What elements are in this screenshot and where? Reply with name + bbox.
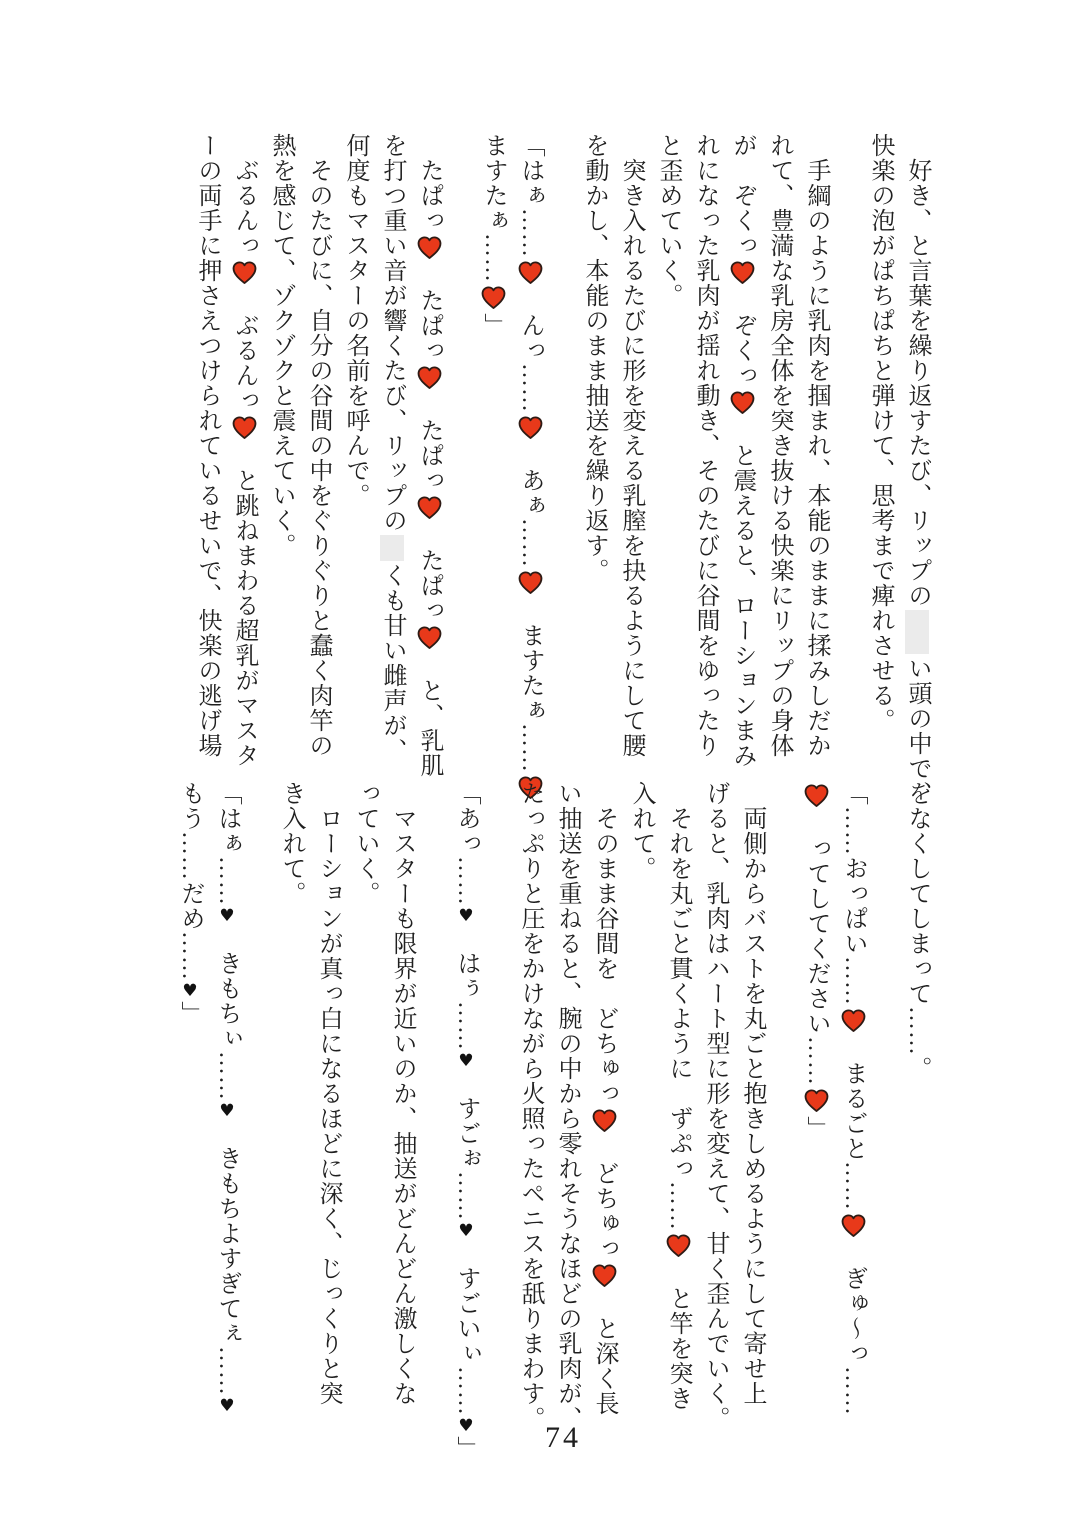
- text-line: ってしてください…… 」: [797, 781, 834, 1441]
- bottom-text-band: [171, 781, 935, 1466]
- text-line: 「はぁ……♥ きもちぃ……♥ きもちよすぎてぇ……♥: [214, 781, 240, 1416]
- black-heart-icon: ♥: [456, 1221, 476, 1241]
- censor-box: [380, 535, 404, 561]
- red-heart-icon: [729, 390, 756, 415]
- text-line: たっぷりと圧をかけながら火照ったペニスを舐りまわす。: [517, 781, 543, 1431]
- text-line: ますたぁ…… 」: [480, 133, 506, 338]
- red-heart-icon: [231, 260, 258, 285]
- red-heart-icon: [231, 415, 258, 440]
- red-heart-icon: [416, 495, 443, 520]
- text-line: 快楽の泡がぱちぱちと弾けて、思考まで痺れさせる。: [867, 133, 893, 733]
- text-line: 「あっ……♥ はぅ……♥ すごぉ……♥ すごいぃ……♥」: [453, 781, 479, 1461]
- red-heart-icon: [517, 415, 544, 440]
- black-heart-icon: ♥: [217, 1101, 237, 1121]
- text-line: 入れて。: [628, 781, 654, 881]
- text-line: そのまま谷間を どちゅっ どちゅっ と深く長: [591, 806, 617, 1416]
- red-heart-icon: [665, 1233, 692, 1258]
- text-line: い抽送を重ねると、腕の中から零れそうなほどの乳肉が、: [554, 781, 580, 1431]
- text-line: 両側からバストを丸ごと抱きしめるようにして寄せ上: [739, 806, 765, 1406]
- red-heart-icon: [480, 285, 507, 310]
- text-line: と歪めていく。: [655, 133, 681, 308]
- text-line: そのたびに、自分の谷間の中をぐりぐりと蠢く肉竿の: [305, 158, 331, 758]
- text-line: 手綱のように乳肉を掴まれ、本能のままに揉みしだか: [803, 158, 829, 758]
- text-line: それを丸ごと貫くように ずぷっ…… と竿を突き: [665, 806, 691, 1411]
- text-line: 熱を感じて、ゾクゾクと震えていく。: [268, 133, 294, 558]
- text-line: マスターも限界が近いのか、抽送がどんどん激しくな: [389, 806, 415, 1406]
- text-line: 好き、と言葉を繰り返すたび、リップのい頭の中で、: [904, 158, 930, 806]
- red-heart-icon: [803, 1088, 830, 1113]
- red-heart-icon: [840, 1008, 867, 1033]
- red-heart-icon: [416, 365, 443, 390]
- red-heart-icon: [591, 1108, 618, 1133]
- text-line: げると、乳肉はハート型に形を変えて、甘く歪んでいく。: [702, 781, 728, 1431]
- red-heart-icon: [517, 260, 544, 285]
- text-line: を打つ重い音が響くたび、リップのくも甘い雌声が、: [379, 133, 405, 763]
- black-heart-icon: ♥: [456, 906, 476, 926]
- red-heart-icon: [416, 235, 443, 260]
- red-heart-icon: [803, 783, 830, 808]
- red-heart-icon: [591, 1263, 618, 1288]
- black-heart-icon: ♥: [456, 1416, 476, 1436]
- text-line: れになった乳肉が揺れ動き、そのたびに谷間をゆったり: [692, 133, 718, 758]
- red-heart-icon: [729, 260, 756, 285]
- text-line: をなくしてしまって……。: [904, 781, 930, 1081]
- text-line: 突き入れるたびに形を変える乳膣を抉るようにして腰: [618, 158, 644, 758]
- text-line: れて、豊満な乳房全体を突き抜ける快楽にリップの身体: [766, 133, 792, 758]
- black-heart-icon: ♥: [180, 981, 200, 1001]
- black-heart-icon: ♥: [217, 1396, 237, 1416]
- censor-box: [905, 610, 929, 654]
- text-line: 何度もマスターの名前を呼んで。: [342, 133, 368, 508]
- red-heart-icon: [517, 570, 544, 595]
- red-heart-icon: [840, 1213, 867, 1238]
- text-line: き入れて。: [278, 781, 304, 906]
- text-line: を動かし、本能のまま抽送を繰り返す。: [581, 133, 607, 583]
- top-text-band: [188, 133, 935, 818]
- black-heart-icon: ♥: [456, 1051, 476, 1071]
- text-line: たぱっ たぱっ たぱっ たぱっ と、乳肌: [416, 158, 442, 778]
- text-line: 「はぁ…… んっ…… あぁ…… ますたぁ……: [511, 133, 548, 793]
- text-line: ぶるんっ ぶるんっ と跳ねまわる超乳がマスタ: [231, 158, 257, 768]
- black-heart-icon: ♥: [217, 906, 237, 926]
- text-line: っていく。: [352, 781, 378, 906]
- page-number: 74: [545, 1421, 581, 1454]
- red-heart-icon: [416, 625, 443, 650]
- text-line: ローションが真っ白になるほどに深く、じっくりと突: [315, 806, 341, 1406]
- text-line: 「……おっぱい…… まるごと…… ぎゅ～っ……: [840, 781, 866, 1416]
- text-line: が ぞくっ ぞくっ と震えると、ローションまみ: [729, 133, 755, 768]
- text-line: もう……だめ……♥」: [177, 781, 203, 1026]
- text-line: ーの両手に押さえつけられているせいで、快楽の逃げ場: [194, 133, 220, 758]
